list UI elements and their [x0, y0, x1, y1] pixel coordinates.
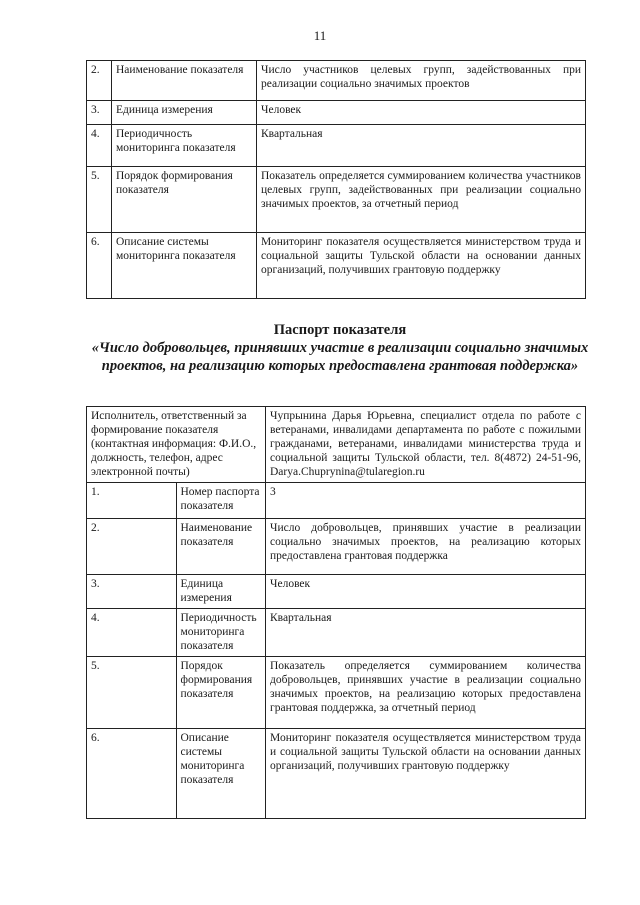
row-label: Порядок формирования показателя: [112, 167, 257, 233]
executor-label: Исполнитель, ответственный за формирование показателя (контактная информация: Ф.И.О., должность, телефон, адрес электронной почты): [87, 407, 266, 483]
table-row: [87, 609, 586, 657]
table-row: [87, 519, 586, 575]
row-number: 4.: [87, 125, 112, 167]
row-label: Описание системы мониторинга показателя: [112, 233, 257, 299]
indicator-title: «Число добровольцев, принявших участие в реализации социально значимых проектов, на реализацию которых предоставлена грантовая поддержка»: [91, 340, 589, 374]
executor-row: [87, 407, 586, 483]
table-row: [87, 61, 586, 101]
passport-heading: [80, 321, 600, 375]
table-row: [87, 167, 586, 233]
table-row: [87, 729, 586, 819]
row-value: Квартальная: [257, 125, 586, 167]
table-row: [87, 101, 586, 125]
row-number: 6.: [87, 729, 177, 819]
row-value: Число добровольцев, принявших участие в реализации социально значимых проектов, на реализацию которых предоставлена грантовая поддержка: [266, 519, 586, 575]
row-value: Число участников целевых групп, задействованных при реализации социально значимых проектов: [257, 61, 586, 101]
row-number: 3.: [87, 575, 177, 609]
row-number: 1.: [87, 483, 177, 519]
table-row: [87, 483, 586, 519]
table-row: [87, 575, 586, 609]
row-label: Единица измерения: [176, 575, 266, 609]
row-value: Человек: [257, 101, 586, 125]
row-number: 6.: [87, 233, 112, 299]
row-value: Мониторинг показателя осуществляется министерством труда и социальной защиты Тульской области на основании данных организаций, получивших грантовую поддержку: [257, 233, 586, 299]
row-number: 2.: [87, 519, 177, 575]
row-label: Единица измерения: [112, 101, 257, 125]
row-number: 5.: [87, 657, 177, 729]
row-label: Описание системы мониторинга показателя: [176, 729, 266, 819]
row-label: Наименование показателя: [176, 519, 266, 575]
indicator-passport-table: [86, 406, 586, 819]
table-row: [87, 125, 586, 167]
row-value: Мониторинг показателя осуществляется министерством труда и социальной защиты Тульской области на основании данных организаций, получивших грантовую поддержку: [266, 729, 586, 819]
indicator-table-continued: [86, 60, 586, 299]
passport-title: Паспорт показателя: [273, 322, 407, 338]
row-number: 2.: [87, 61, 112, 101]
row-value: 3: [266, 483, 586, 519]
row-value: Человек: [266, 575, 586, 609]
row-label: Порядок формирования показателя: [176, 657, 266, 729]
row-label: Номер паспорта показателя: [176, 483, 266, 519]
row-number: 5.: [87, 167, 112, 233]
executor-value: Чупрынина Дарья Юрьевна, специалист отдела по работе с ветеранами, инвалидами департамента по работе с пожилыми гражданами, ветеранами, инвалидами министерства труда и социальной защиты Тульской области, тел. 8(4872) 24-51-96, Darya.Chuprynina@tularegion.ru: [266, 407, 586, 483]
page-number: 11: [313, 28, 327, 43]
table-row: [87, 657, 586, 729]
row-value: Показатель определяется суммированием количества добровольцев, принявших участие в реализации социально значимых проектов, на реализацию которых предоставлена грантовая поддержка, за отчетный период: [266, 657, 586, 729]
table-row: [87, 233, 586, 299]
row-label: Периодичность мониторинга показателя: [112, 125, 257, 167]
row-number: 3.: [87, 101, 112, 125]
row-label: Периодичность мониторинга показателя: [176, 609, 266, 657]
row-value: Квартальная: [266, 609, 586, 657]
row-value: Показатель определяется суммированием количества участников целевых групп, задействованных при реализации социально значимых проектов, за отчетный период: [257, 167, 586, 233]
row-number: 4.: [87, 609, 177, 657]
row-label: Наименование показателя: [112, 61, 257, 101]
